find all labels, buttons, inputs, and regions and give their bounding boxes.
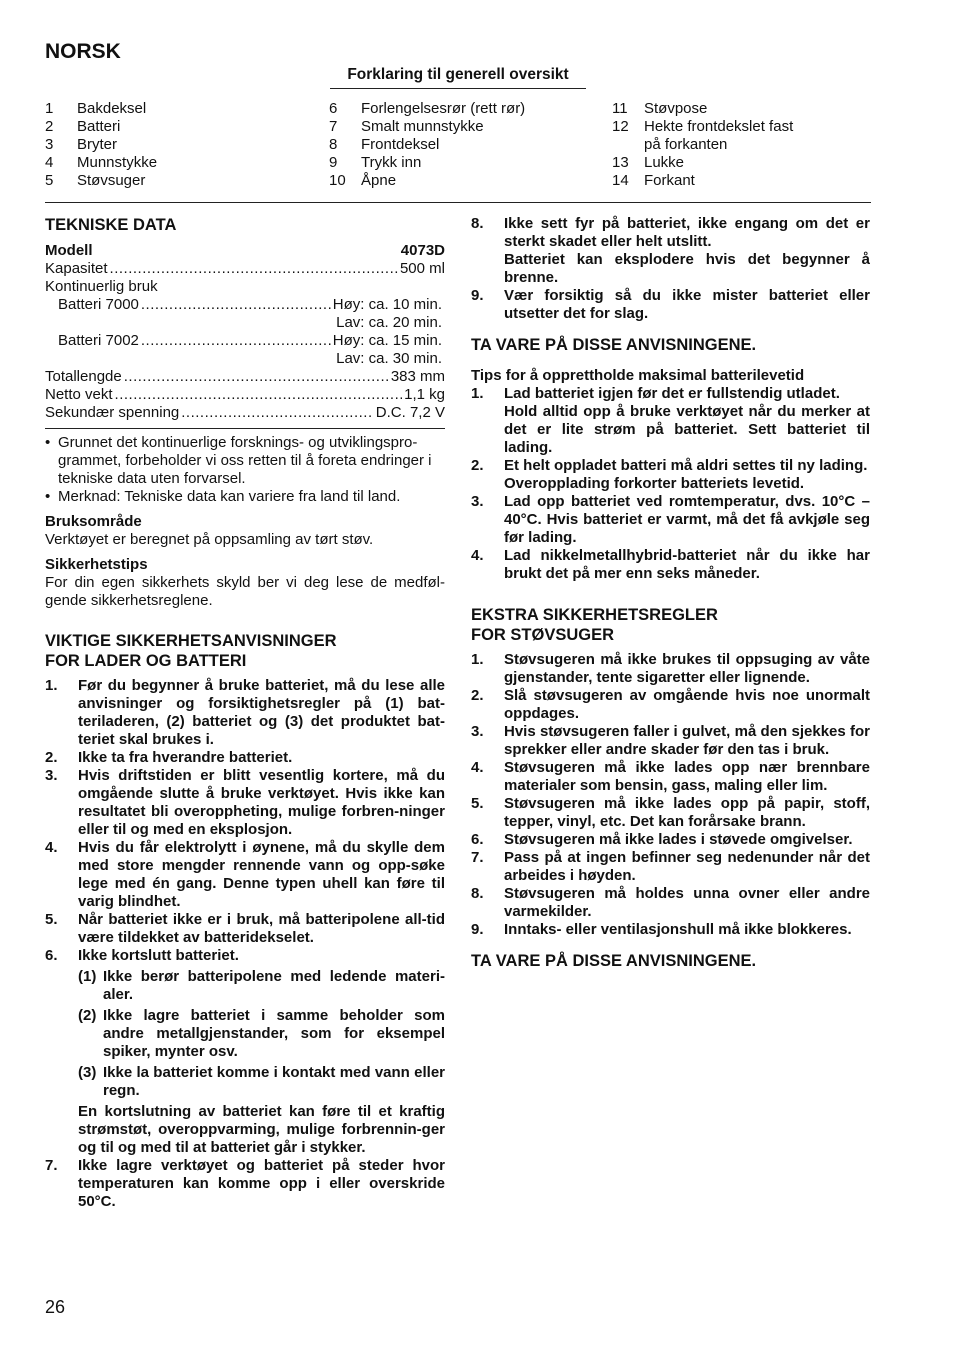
spec-length-row: Totallengde ..... 383 mm — [45, 368, 445, 386]
list-item: 7. Ikke lagre verktøyet og batteriet på steder hvor temperaturen kan komme opp i eller overskride 50°C. — [45, 1157, 445, 1210]
sub-list-item: (2) Ikke lagre batteriet i samme beholder som andre metallgjenstander, som for eksempel spiker, mynter osv. — [78, 1007, 445, 1060]
spec-capacity-row: Kapasitet ..... 500 ml — [45, 260, 445, 278]
safety-tips-text: For din egen sikkerhets skyld ber vi deg lese de medføl-gende sikkerhetsreglene. — [45, 574, 445, 609]
overview-item: 7 Smalt munnstykke — [329, 118, 484, 135]
spec-continuous-label: Kontinuerlig bruk — [45, 278, 158, 295]
list-item: 1. Før du begynner å bruke batteriet, må du lese alle anvisninger og forsiktighetsregler på (1) bat-teriladeren, (2) batteriet og (3) det produktet bat-teriet skal brukes i. — [45, 677, 445, 748]
overview-item: på forkanten — [644, 136, 728, 153]
overview-item: 5 Støvsuger — [45, 172, 146, 189]
list-item: 1. Lad batteriet igjen før det er fullstendig utladet. Hold alltid opp å bruke verktøyet når du merker at det er lite strøm på batteriet. Sett batteriet til lading. — [471, 385, 870, 456]
list-item: 5. Når batteriet ikke er i bruk, må batteripolene all-tid være tildekket av batteridekselet. — [45, 911, 445, 946]
list-item: 8. Støvsugeren må holdes unna ovner eller andre varmekilder. — [471, 885, 870, 920]
sub-list-item: (3) Ikke la batteriet komme i kontakt med vann eller regn. — [78, 1064, 445, 1099]
left-column — [45, 215, 445, 1211]
keep-instructions-heading-2: TA VARE PÅ DISSE ANVISNINGENE. — [471, 952, 757, 970]
overview-item: 8 Frontdeksel — [329, 136, 440, 153]
list-item: 3. Hvis støvsugeren faller i gulvet, må den sjekkes for sprekker eller andre skader før den tas i bruk. — [471, 723, 870, 758]
spec-note: • Grunnet det kontinuerlige forsknings- og utviklingspro-grammet, forbeholder vi oss retten til å foreta endringer i tekniske data uten forvarsel. — [45, 434, 432, 487]
list-item: 8. Ikke sett fyr på batteriet, ikke engang om det er sterkt skadet eller helt utslitt. Batteriet kan eksplodere hvis det begynner å brenne. — [471, 215, 870, 286]
list-item: 4. Støvsugeren må ikke lades opp nær brennbare materialer som bensin, gass, maling eller lim. — [471, 759, 870, 794]
tech-data-heading: TEKNISKE DATA — [45, 216, 177, 234]
overview-column-3 — [612, 100, 793, 190]
page-number: 26 — [45, 1297, 66, 1317]
list-item: 2. Slå støvsugeren av omgående hvis noe unormalt oppdages. — [471, 687, 870, 722]
list-item: 3. Hvis driftstiden er blitt vesentlig kortere, må du omgående slutte å bruke verktøyet. Hvis ikke kan resultatet bli overoppheting, mulige forbren-ninger eller til og med en eksplosjon. — [45, 767, 445, 838]
usage-text: Verktøyet er beregnet på oppsamling av tørt støv. — [45, 531, 374, 548]
overview-item: 4 Munnstykke — [45, 154, 158, 171]
list-item: 3. Lad opp batteriet ved romtemperatur, dvs. 10°C – 40°C. Hvis batteriet er varmt, må det få avkjøle seg før lading. — [471, 493, 870, 546]
spec-model-row: Modell 4073D — [45, 242, 445, 259]
overview-column-1 — [45, 100, 157, 190]
important-heading: VIKTIGE SIKKERHETSANVISNINGER FOR LADER OG BATTERI — [45, 632, 337, 670]
list-item: 7. Pass på at ingen befinner seg nedenunder når det arbeides i høyden. — [471, 849, 870, 884]
spec-voltage-row: Sekundær spenning ..... D.C. 7,2 V — [45, 404, 445, 422]
list-item: 6. Støvsugeren må ikke lades i støvede omgivelser. — [471, 831, 853, 848]
language-heading: NORSK — [45, 40, 121, 63]
right-column — [471, 215, 870, 971]
spec-battery7002-low: Lav: ca. 30 min. — [336, 350, 442, 367]
important-list-continued — [471, 215, 870, 323]
safety-tips-heading: Sikkerhetstips — [45, 556, 148, 573]
sub-list-item: (1) Ikke berør batteripolene med ledende materi-aler. — [78, 968, 445, 1003]
overview-title: Forklaring til generell oversikt — [347, 66, 569, 83]
overview-item: 9 Trykk inn — [329, 154, 422, 171]
spec-notes — [45, 434, 445, 506]
important-list — [45, 677, 445, 1211]
overview-title-underline — [330, 88, 586, 89]
overview-item: 10 Åpne — [329, 172, 397, 189]
overview-item: 11 Støvpose — [612, 100, 708, 117]
battery-tips-heading: Tips for å opprettholde maksimal batterilevetid — [471, 367, 805, 384]
overview-item: 14 Forkant — [612, 172, 695, 189]
list-item: 9. Inntaks- eller ventilasjonshull må ikke blokkeres. — [471, 921, 852, 938]
overview-item: 13 Lukke — [612, 154, 685, 171]
spec-battery7000-low: Lav: ca. 20 min. — [336, 314, 442, 331]
spec-weight-row: Netto vekt ..... 1,1 kg — [45, 386, 445, 404]
spec-battery7000-row: Batteri 7000 ..... Høy: ca. 10 min. — [45, 296, 445, 314]
list-item: 4. Hvis du får elektrolytt i øynene, må du skylle dem med store mengder rennende vann og opp-søke lege med én gang. Denne typen uhell kan føre til varig blindhet. — [45, 839, 445, 910]
list-item: 6. Ikke kortslutt batteriet. — [45, 947, 239, 964]
list-item: 9. Vær forsiktig så du ikke mister batteriet eller utsetter det for slag. — [471, 287, 870, 322]
overview-item: 6 Forlengelsesrør (rett rør) — [329, 100, 526, 117]
overview-column-2 — [329, 100, 525, 190]
spec-battery7002-row: Batteri 7002 ..... Høy: ca. 15 min. — [45, 332, 445, 350]
overview-item: 2 Batteri — [45, 118, 121, 135]
short-circuit-note: En kortslutning av batteriet kan føre til et kraftig strømstøt, overoppvarming, mulige forbrennin-ger og til og med til at batteriet går i stykker. — [78, 1103, 445, 1156]
overview-item: 3 Bryter — [45, 136, 118, 153]
keep-instructions-heading: TA VARE PÅ DISSE ANVISNINGENE. — [471, 336, 757, 354]
battery-tips-list — [471, 385, 870, 583]
spec-note: • Merknad: Tekniske data kan variere fra land til land. — [45, 488, 401, 505]
overview-item: 12 Hekte frontdekslet fast — [612, 118, 794, 135]
usage-heading: Bruksområde — [45, 513, 142, 530]
overview-divider — [45, 202, 871, 203]
spec-table — [45, 242, 445, 429]
extra-safety-list — [471, 651, 870, 939]
list-item: 5. Støvsugeren må ikke lades opp på papir, stoff, tepper, vinyl, etc. Det kan forårsake brann. — [471, 795, 870, 830]
spec-divider — [45, 428, 445, 429]
list-item: 4. Lad nikkelmetallhybrid-batteriet når du ikke har brukt det på mer enn seks måneder. — [471, 547, 870, 582]
list-item: 2. Et helt oppladet batteri må aldri settes til ny lading. Overopplading forkorter batteriets levetid. — [471, 457, 868, 492]
list-item: 2. Ikke ta fra hverandre batteriet. — [45, 749, 293, 766]
extra-safety-heading: EKSTRA SIKKERHETSREGLER FOR STØVSUGER — [471, 606, 718, 644]
overview-item: 1 Bakdeksel — [45, 100, 147, 117]
list-item: 1. Støvsugeren må ikke brukes til oppsuging av våte gjenstander, tente sigaretter eller lignende. — [471, 651, 870, 686]
